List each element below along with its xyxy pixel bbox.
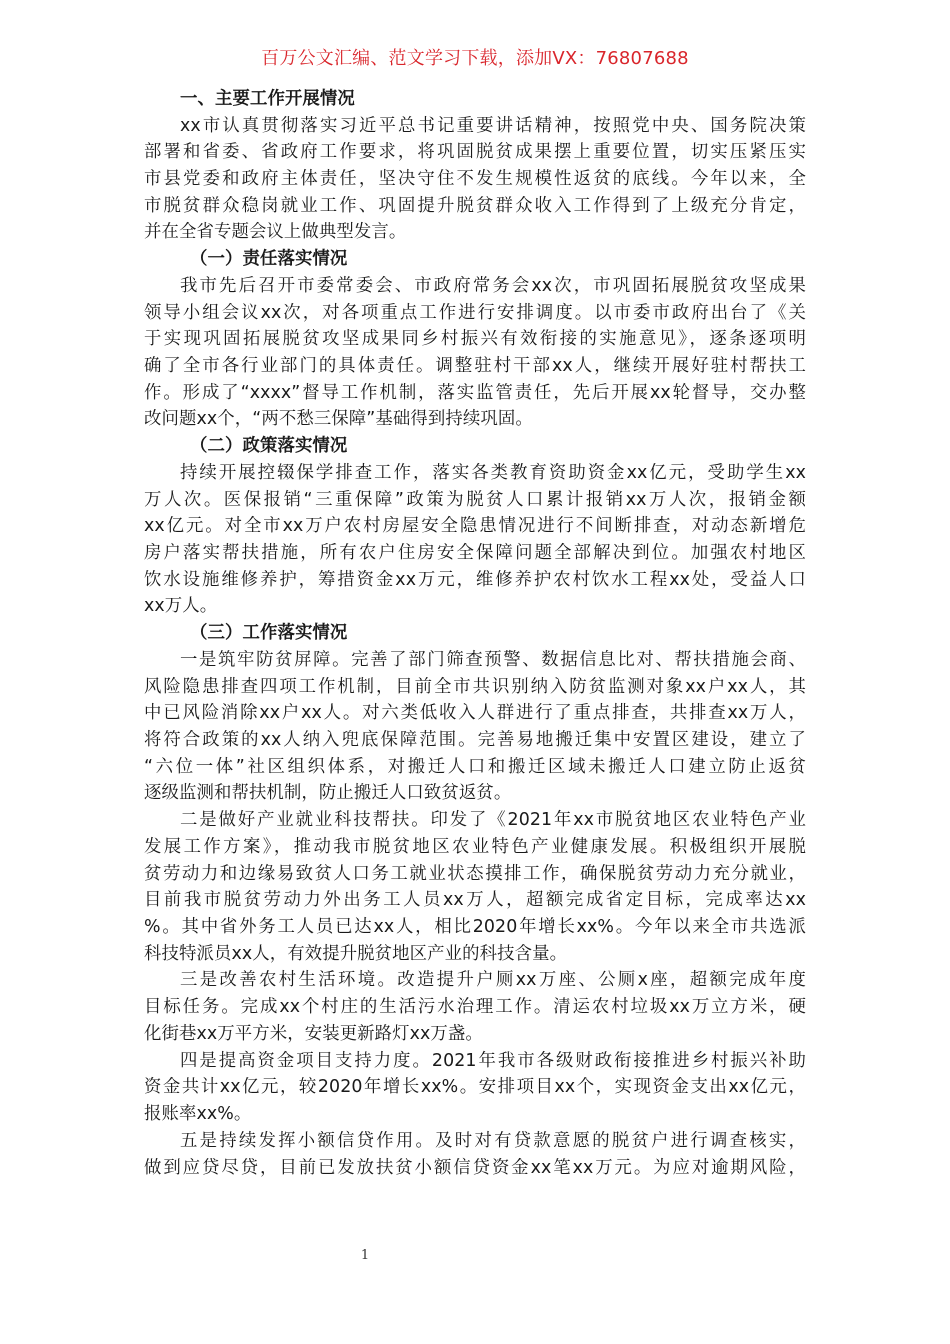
paragraph-line: 部署和省委、省政府工作要求，将巩固脱贫成果摆上重要位置，切实压紧压实 (144, 142, 806, 162)
paragraph-line: 报账率xx%。 (144, 1104, 252, 1124)
paragraph-line: “六位一体”社区组织体系，对搬迁人口和搬迁区域未搬迁人口建立防止返贫 (144, 757, 806, 777)
paragraph-line: 我市先后召开市委常委会、市政府常务会xx次，市巩固拓展脱贫攻坚成果 (180, 276, 806, 296)
paragraph-line: 逐级监测和帮扶机制，防止搬迁人口致贫返贫。 (144, 783, 512, 803)
paragraph-line: 万人次。医保报销“三重保障”政策为脱贫人口累计报销xx万人次，报销金额 (144, 490, 806, 510)
paragraph-line: 领导小组会议xx次，对各项重点工作进行安排调度。以市委市政府出台了《关 (144, 303, 806, 323)
paragraph-line: 市县党委和政府主体责任，坚决守住不发生规模性返贫的底线。今年以来，全 (144, 169, 806, 189)
page-number: 1 (360, 1248, 370, 1263)
section-heading: （三）工作落实情况 (190, 623, 348, 643)
paragraph-line: xx亿元。对全市xx万户农村房屋安全隐患情况进行不间断排查，对动态新增危 (144, 516, 806, 536)
paragraph-line: 市脱贫群众稳岗就业工作、巩固提升脱贫群众收入工作得到了上级充分肯定， (144, 196, 806, 216)
paragraph-line: 目标任务。完成xx个村庄的生活污水治理工作。清运农村垃圾xx万立方米，硬 (144, 997, 806, 1017)
paragraph-line: 二是做好产业就业科技帮扶。印发了《2021年xx市脱贫地区农业特色产业 (180, 810, 806, 830)
paragraph-line: xx市认真贯彻落实习近平总书记重要讲话精神，按照党中央、国务院决策 (180, 116, 806, 136)
paragraph-line: 作。形成了“xxxx”督导工作机制，落实监管责任，先后开展xx轮督导，交办整 (144, 383, 806, 403)
paragraph-line: %。其中省外务工人员已达xx人，相比2020年增长xx%。今年以来全市共选派 (144, 917, 806, 937)
paragraph-line: 持续开展控辍保学排查工作，落实各类教育资助资金xx亿元，受助学生xx (180, 463, 806, 483)
paragraph-line: 化街巷xx万平方米，安装更新路灯xx万盏。 (144, 1024, 483, 1044)
paragraph-line: 确了全市各行业部门的具体责任。调整驻村干部xx人，继续开展好驻村帮扶工 (144, 356, 806, 376)
paragraph-line: 科技特派员xx人，有效提升脱贫地区产业的科技含量。 (144, 944, 568, 964)
paragraph-line: 于实现巩固拓展脱贫攻坚成果同乡村振兴有效衔接的实施意见》，逐条逐项明 (144, 329, 806, 349)
paragraph-line: 一是筑牢防贫屏障。完善了部门筛查预警、数据信息比对、帮扶措施会商、 (180, 650, 806, 670)
paragraph-line: 四是提高资金项目支持力度。2021年我市各级财政衔接推进乡村振兴补助 (180, 1051, 806, 1071)
section-heading: 一、主要工作开展情况 (180, 89, 355, 109)
paragraph-line: 五是持续发挥小额信贷作用。及时对有贷款意愿的脱贫户进行调查核实， (180, 1131, 806, 1151)
paragraph-line: 目前我市脱贫劳动力外出务工人员xx万人，超额完成省定目标，完成率达xx (144, 890, 806, 910)
paragraph-line: 将符合政策的xx人纳入兜底保障范围。完善易地搬迁集中安置区建设，建立了 (144, 730, 806, 750)
paragraph-line: 房户落实帮扶措施，所有农户住房安全保障问题全部解决到位。加强农村地区 (144, 543, 806, 563)
section-heading: （二）政策落实情况 (190, 436, 348, 456)
promo-banner: 百万公文汇编、范文学习下载，添加VX：76807688 (261, 48, 689, 69)
paragraph-line: 做到应贷尽贷，目前已发放扶贫小额信贷资金xx笔xx万元。为应对逾期风险， (144, 1158, 806, 1178)
paragraph-line: 风险隐患排查四项工作机制，目前全市共识别纳入防贫监测对象xx户xx人，其 (144, 677, 806, 697)
paragraph-line: xx万人。 (144, 596, 218, 616)
paragraph-line: 并在全省专题会议上做典型发言。 (144, 222, 407, 242)
paragraph-line: 三是改善农村生活环境。改造提升户厕xx万座、公厕x座，超额完成年度 (180, 970, 806, 990)
section-heading: （一）责任落实情况 (190, 249, 348, 269)
paragraph-line: 饮水设施维修养护，筹措资金xx万元，维修养护农村饮水工程xx处，受益人口 (144, 570, 806, 590)
paragraph-line: 改问题xx个，“两不愁三保障”基础得到持续巩固。 (144, 409, 533, 429)
paragraph-line: 资金共计xx亿元，较2020年增长xx%。安排项目xx个，实现资金支出xx亿元， (144, 1077, 806, 1097)
paragraph-line: 发展工作方案》，推动我市脱贫地区农业特色产业健康发展。积极组织开展脱 (144, 837, 806, 857)
paragraph-line: 贫劳动力和边缘易致贫人口务工就业状态摸排工作，确保脱贫劳动力充分就业， (144, 864, 806, 884)
paragraph-line: 中已风险消除xx户xx人。对六类低收入人群进行了重点排查，共排查xx万人， (144, 703, 806, 723)
